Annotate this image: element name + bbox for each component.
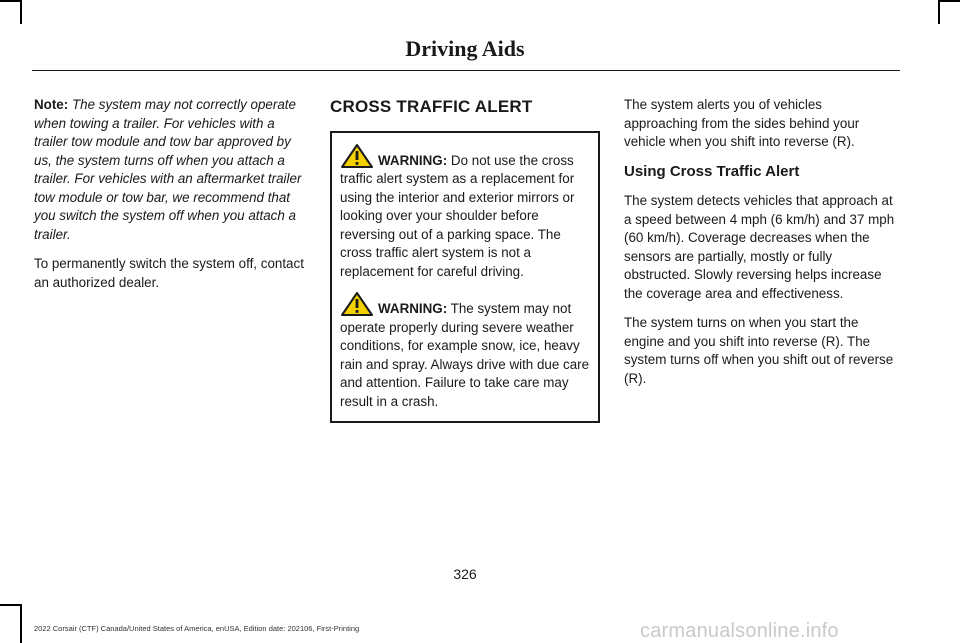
right-column (624, 96, 896, 399)
crop-mark (938, 0, 940, 24)
footer-edition-info: 2022 Corsair (CTF) Canada/United States of America, enUSA, Edition date: 202106, First-Printing (34, 624, 360, 633)
warning-triangle-icon (340, 143, 374, 169)
header-divider (32, 70, 900, 71)
warning-box (330, 131, 600, 424)
intro-paragraph: The system alerts you of vehicles approaching from the sides behind your vehicle when you shift into reverse (R). (624, 97, 860, 149)
subheading: Using Cross Traffic Alert (624, 162, 800, 180)
detection-paragraph: The system detects vehicles that approach at a speed between 4 mph (6 km/h) and 37 mph (60 km/h). Coverage decreases when the sensors are partially, mostly or fully obstructed. Slowly reversing helps increase the coverage area and effectiveness. (624, 193, 895, 301)
page-number: 326 (453, 566, 477, 582)
crop-mark (20, 604, 22, 643)
note-label: Note: (34, 97, 69, 112)
crop-mark (938, 0, 960, 2)
warning-text: Do not use the cross traffic alert system as a replacement for using the interior and exterior mirrors or looking over your shoulder before reversing out of a parking space. The cross traffic alert system is not a replacement for careful driving. (340, 152, 575, 279)
activation-paragraph: The system turns on when you start the engine and you shift into reverse (R). The system turns off when you shift out of reverse (R). (624, 315, 894, 386)
note-text: The system may not correctly operate when towing a trailer. For vehicles with a trailer tow module and tow bar approved by us, the system turns off when you attach a trailer. For vehicles with an aftermarket trailer tow module or tow bar, we recommend that you switch the system off when you attach a trailer. (34, 97, 302, 242)
warning-text: The system may not operate properly during severe weather conditions, for example snow, ice, heavy rain and spray. Always drive with due care and attention. Failure to take care may result in a crash. (340, 301, 590, 409)
warning-label: WARNING: (378, 152, 448, 168)
left-column (34, 96, 306, 303)
crop-mark (20, 0, 22, 24)
switch-off-paragraph: To permanently switch the system off, contact an authorized dealer. (34, 256, 304, 290)
crop-mark (0, 604, 22, 606)
page-title: Driving Aids (405, 36, 525, 61)
warning-label: WARNING: (378, 301, 448, 316)
warning-item (340, 143, 592, 282)
crop-mark (0, 0, 22, 2)
note-paragraph (34, 96, 306, 244)
warning-item (340, 291, 592, 411)
warning-triangle-icon (340, 291, 374, 317)
watermark: carmanualsonline.info (640, 620, 839, 642)
section-title: CROSS TRAFFIC ALERT (330, 97, 533, 116)
middle-column (330, 96, 600, 423)
